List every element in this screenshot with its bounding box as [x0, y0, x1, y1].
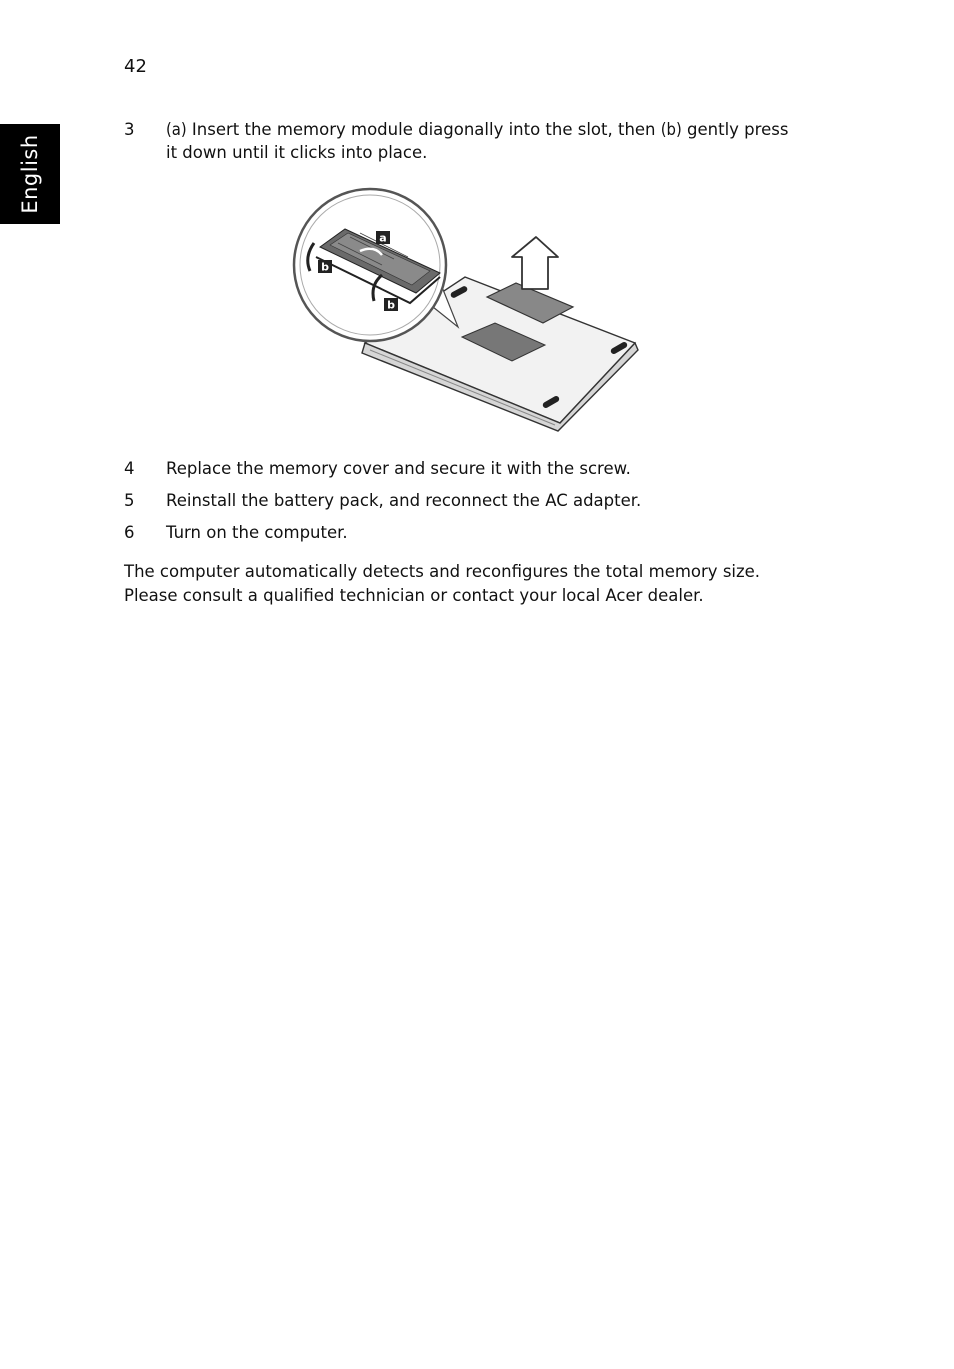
language-tab-label: English [18, 134, 42, 214]
page-number: 42 [124, 56, 147, 77]
label-b-box [318, 260, 332, 274]
step-number: 6 [124, 523, 135, 542]
paragraph-line: The computer automatically detects and reconfigures the total memory size. [124, 562, 761, 581]
paragraph-line: Please consult a qualified technician or contact your local Acer dealer. [124, 586, 704, 605]
memory-install-illustration [290, 185, 640, 435]
label-a: a [379, 231, 387, 245]
step-text-line2: it down until it clicks into place. [166, 143, 428, 162]
label-b-box [384, 298, 398, 312]
closing-paragraph [124, 560, 760, 608]
lift-arrow-icon [512, 237, 558, 289]
step-text: Turn on the computer. [166, 523, 348, 542]
step-number: 3 [124, 120, 135, 139]
step-text: Replace the memory cover and secure it with the screw. [166, 459, 631, 478]
label-b: b [387, 298, 395, 312]
step-text: Reinstall the battery pack, and reconnect the AC adapter. [166, 491, 642, 510]
label-b: b [321, 260, 329, 274]
step-number: 4 [124, 459, 135, 478]
label-a-ref: (a) [166, 120, 187, 139]
language-tab [0, 124, 60, 224]
step-text [166, 118, 788, 164]
label-a-box [376, 231, 390, 245]
step-text-part: gently press [681, 120, 789, 139]
step-text-part: Insert the memory module diagonally into the slot, then [186, 120, 661, 139]
step-number: 5 [124, 491, 135, 510]
label-b-ref: (b) [660, 120, 682, 139]
